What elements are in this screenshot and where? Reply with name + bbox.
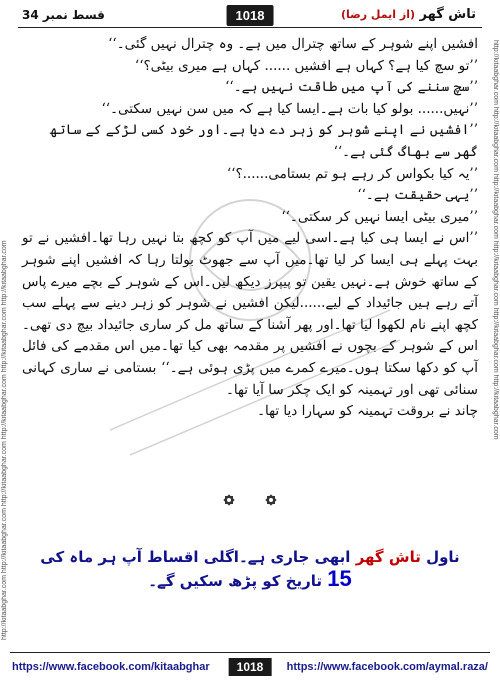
- notice-suffix: تاریخ کو پڑھ سکیں گے۔: [148, 572, 323, 590]
- page-header: [18, 4, 482, 28]
- notice-date: 15: [327, 566, 352, 591]
- episode-label: قسط نمبر 34: [22, 8, 105, 22]
- ornament-icon: [263, 492, 279, 508]
- facebook-link-author[interactable]: https://www.facebook.com/aymal.raza/: [286, 661, 488, 673]
- paragraph: ’’اس نے ایسا ہی کیا ہے۔اسی لیے میں آپ کو کچھ بتا نہیں رہا تھا۔افشیں نے تو بہت پہلے ہی ایسا کر لیا تھا۔میں آپ سے جھوٹ بولتا رہا کہ افشیں اپنے شوہر کے ساتھ خوش ہے۔نہیں یقین تو پیپرز دیکھ لیں۔اس کے شوہر کے بچے میرے پاس آتے رہے ہیں جائیداد کے لیے......لیکن افشیں نے شوہر کو زہر دینے سے پہلے سب کچھ اپنے نام لکھوا لیا تھا۔اور پھر آشنا کے ساتھ مل کر ساری جائیداد بیچ دی تھی۔اس کے شوہر کے بچوں نے افشیں پر مقدمہ بھی کیا تھا۔میں اس مقدمے کی فائل آپ کو دکھا سکتا ہوں۔میرے کمرے میں پڑی ہوئی ہے۔‘‘ بستامی نے ساری کہانی سنائی تھی اور تہمینہ کو ایک چکر سا آیا تھا۔: [22, 230, 478, 398]
- footer-page-number: 1018: [229, 658, 272, 676]
- paragraph: ’’تو سچ کیا ہے؟ کہاں ہے افشیں ...... کہاں ہے میری بیٹی؟‘‘: [134, 57, 478, 74]
- notice-prefix: ناول: [426, 548, 460, 566]
- paragraph: ’’نہیں...... بولو کیا بات ہے۔ایسا کیا ہے کہ میں سن نہیں سکتی۔‘‘: [101, 100, 478, 117]
- paragraph: ’’یہی حقیقت ہے۔‘‘: [357, 187, 478, 204]
- side-watermark-left: http://kitaabghar.com http://kitaabghar.com http://kitaabghar.com http://kitaabghar.com http://kitaabghar.com http://kitaabghar.com: [1, 240, 8, 640]
- novel-heading: [341, 7, 476, 22]
- novel-title: تاش گھر: [419, 7, 476, 22]
- page-number-badge: 1018: [227, 5, 274, 26]
- paragraph: ’’میری بیٹی ایسا نہیں کر سکتی۔‘‘: [281, 208, 478, 225]
- paragraph: ’’افشیں نے اپنے شوہر کو زہر دے دیا ہے۔اور خود کسی لڑکے کے ساتھ گھر سے بھاگ گئی ہے۔‘‘: [49, 122, 478, 160]
- author-name: (از ایمل رضا): [340, 8, 415, 21]
- notice-middle: ابھی جاری ہے۔اگلی اقساط آپ ہر ماہ کی: [40, 548, 351, 566]
- story-text: [22, 34, 478, 423]
- notice-novel-title: تاش گھر: [355, 548, 421, 566]
- page-footer: [8, 658, 492, 678]
- facebook-link-kitaabghar[interactable]: https://www.facebook.com/kitaabghar: [12, 661, 210, 673]
- continuation-notice: [40, 548, 460, 592]
- paragraph: افشیں اپنے شوہر کے ساتھ چترال میں ہے۔ وہ چترال نہیں گئی۔‘‘: [108, 36, 478, 52]
- paragraph: چاند نے بروقت تہمینہ کو سہارا دیا تھا۔: [257, 403, 478, 420]
- paragraph: ’’یہ کیا بکواس کر رہے ہو تم بستامی......؟‘‘: [226, 165, 478, 182]
- side-watermark-right: http://kitaabghar.com http://kitaabghar.com http://kitaabghar.com http://kitaabghar.com http://kitaabghar.com http://kitaabghar.com: [492, 40, 499, 440]
- paragraph: ’’سچ سننے کی آپ میں طاقت نہیں ہے۔‘‘: [225, 79, 478, 96]
- header-divider: [18, 27, 482, 28]
- footer-divider: [10, 652, 490, 653]
- ornament-icon: [221, 492, 237, 508]
- section-divider-ornaments: [0, 492, 500, 512]
